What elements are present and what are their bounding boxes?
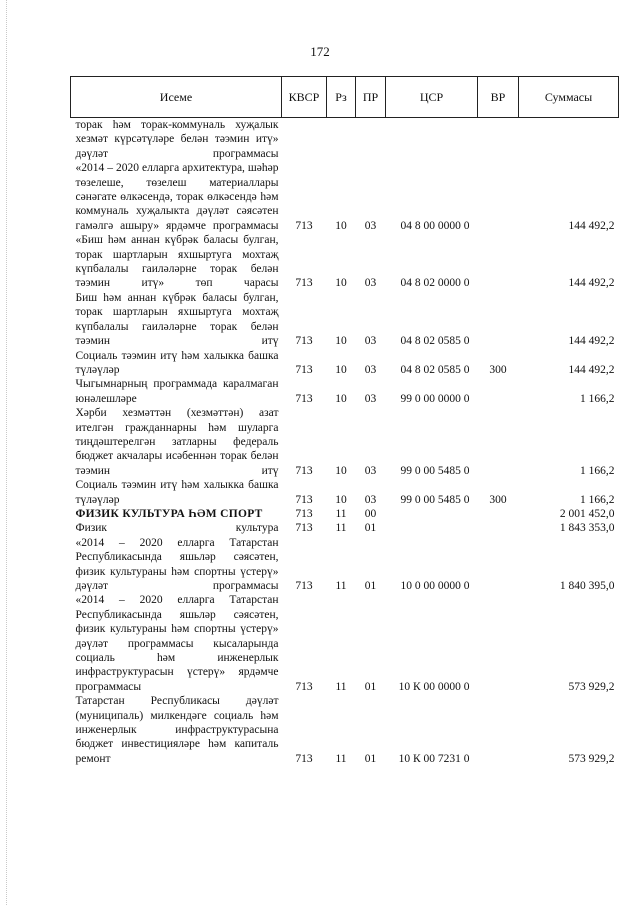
row-pr: 03 [364,392,377,405]
row-csr: 04 8 02 0000 0 [400,277,470,290]
row-amount: 1 840 395,0 [559,580,615,592]
row-csr [386,118,478,162]
row-name: Биш һәм аннан күбрәк баласы булган, торак шартларын яхшыртуга мохтаҗ күпбалалы гаиләләрне торак белән тәэмин итү [75,291,279,348]
table-row [71,233,619,291]
row-amount: 144 492,2 [568,219,615,232]
row-amount: 144 492,2 [568,277,615,290]
table-body [71,118,619,767]
row-csr: 10 0 00 0000 0 [400,580,470,592]
row-vr [478,507,519,521]
row-pr: 03 [364,219,377,232]
row-pr: 00 [364,507,377,520]
row-csr [386,521,478,535]
row-pr: 03 [364,277,377,290]
row-kvsr: 713 [295,507,313,520]
row-csr: 04 8 02 0585 0 [400,363,470,376]
row-kvsr: 713 [295,522,313,535]
row-amount: 1 166,2 [580,464,615,477]
row-name: торак һәм торак-коммуналь хуҗалык хезмәт күрсәтүләре белән тәэмин итү» дәүләт программасы [75,119,279,160]
row-vr [478,593,519,694]
row-csr: 04 8 02 0585 0 [400,335,470,348]
row-amount: 2 001 452,0 [559,507,615,520]
row-kvsr: 713 [295,680,313,693]
row-amount: 1 843 353,0 [559,522,615,535]
row-csr: 10 К 00 7231 0 [398,752,470,765]
row-rz: 10 [335,464,347,477]
row-name: ФИЗИК КУЛЬТУРА ҺӘМ СПОРТ [75,507,263,520]
row-csr: 99 0 00 5485 0 [400,464,470,477]
row-amount: 144 492,2 [568,335,615,348]
header-vr: ВР [478,77,519,118]
row-pr: 03 [364,363,377,376]
row-vr [478,694,519,766]
table-row [71,291,619,349]
row-pr: 01 [364,752,377,765]
row-kvsr: 713 [295,363,313,376]
row-amount: 144 492,2 [568,363,615,376]
header-amount: Суммасы [519,77,619,118]
row-vr [478,118,519,162]
row-rz: 10 [335,363,347,376]
row-vr [478,377,519,406]
table-row [71,478,619,507]
row-name: «2014 – 2020 елларга архитектура, шәһәр төзелеше, төзелеш материаллары сәнәгате өлкәсендә, торак өлкәсендә һәм коммуналь хуҗалыкта дәүләт сәясәтен гамәлгә ашыру» ярдәмче программасы [75,162,279,232]
header-name: Исеме [71,77,282,118]
row-pr: 03 [364,493,377,506]
header-pr: ПР [356,77,386,118]
row-amount: 1 166,2 [580,493,615,506]
row-pr: 03 [364,335,377,348]
row-amount: 573 929,2 [568,752,615,765]
row-rz: 10 [335,392,347,405]
table-row [71,406,619,478]
row-name: «2014 – 2020 елларга Татарстан Республикасында яшьләр сәясәтен, физик культураны һәм спортны үстерү» дәүләт программасы [75,536,279,592]
row-name: Чыгымнарның программада каралмаган юнәлешләре [75,378,279,405]
table-row [71,521,619,535]
row-rz: 11 [335,522,347,535]
row-name: Социаль тәэмин итү һәм халыкка башка түләүләр [75,479,279,506]
row-name: Татарстан Республикасы дәүләт (муниципаль) милкендәге социаль һәм инженерлык инфраструктурасына бюджет инвестицияләре һәм капиталь ремонт [75,695,279,765]
page-number: 172 [310,44,330,59]
row-rz: 11 [335,580,347,592]
table-row [71,593,619,694]
row-csr [386,507,478,521]
table-row [71,377,619,406]
row-csr: 04 8 00 0000 0 [400,219,470,232]
row-kvsr: 713 [295,464,313,477]
row-pr: 01 [364,680,377,693]
row-pr [356,118,386,162]
row-amount [519,118,619,162]
header-csr: ЦСР [386,77,478,118]
row-rz: 11 [335,752,347,765]
row-name: Хәрби хезмәттән (хезмәттән) азат ителгән гражданнарны һәм шуларга тиңдәштерелгән затларны федераль бюджет акчалары исәбеннән торак белән тәэмин итү [75,407,279,477]
row-pr: 01 [364,522,377,535]
row-kvsr: 713 [295,277,313,290]
row-rz: 10 [335,335,347,348]
row-kvsr: 713 [295,335,313,348]
row-kvsr: 713 [295,580,313,592]
row-csr: 10 К 00 0000 0 [398,680,470,693]
row-amount: 1 166,2 [580,392,615,405]
row-kvsr: 713 [295,219,313,232]
row-vr [478,291,519,349]
row-pr: 03 [364,464,377,477]
row-kvsr [282,118,327,162]
row-rz: 10 [335,219,347,232]
row-vr [478,536,519,594]
table-row [71,118,619,162]
table-row [71,161,619,233]
row-kvsr: 713 [295,752,313,765]
row-rz: 10 [335,493,347,506]
scan-edge-line [6,0,8,905]
table-row [71,694,619,766]
header-kvsr: КВСР [282,77,327,118]
row-rz [327,118,356,162]
row-rz: 10 [335,277,347,290]
row-vr [478,161,519,233]
row-rz: 11 [335,680,347,693]
row-name: «Биш һәм аннан күбрәк баласы булган, торак шартларын яхшыртуга мохтаҗ күпбалалы гаиләләрне торак белән тәэмин итү» төп чарасы [75,234,279,290]
row-name: «2014 – 2020 елларга Татарстан Республикасында яшьләр сәясәтен, физик культураны һәм спортны үстерү» дәүләт программасы кысаларында социаль һәм инженерлык инфраструктурасын үстерү» ярдәмче программасы [75,594,279,693]
row-vr [478,233,519,291]
row-kvsr: 713 [295,493,313,506]
row-vr [478,521,519,535]
row-csr: 99 0 00 0000 0 [400,392,470,405]
table-row [71,507,619,521]
header-rz: Рз [327,77,356,118]
row-vr: 300 [489,363,507,376]
row-csr: 99 0 00 5485 0 [400,493,470,506]
row-vr: 300 [489,493,507,506]
row-name: Физик культура [75,522,279,535]
row-vr [478,406,519,478]
row-kvsr: 713 [295,392,313,405]
row-pr: 01 [364,580,377,592]
row-rz: 11 [335,507,347,520]
row-amount: 573 929,2 [568,680,615,693]
row-name: Социаль тәэмин итү һәм халыкка башка түләүләр [75,349,279,376]
table-row [71,536,619,594]
table-header-row [71,77,619,118]
table-row [71,349,619,378]
budget-table [70,76,619,766]
